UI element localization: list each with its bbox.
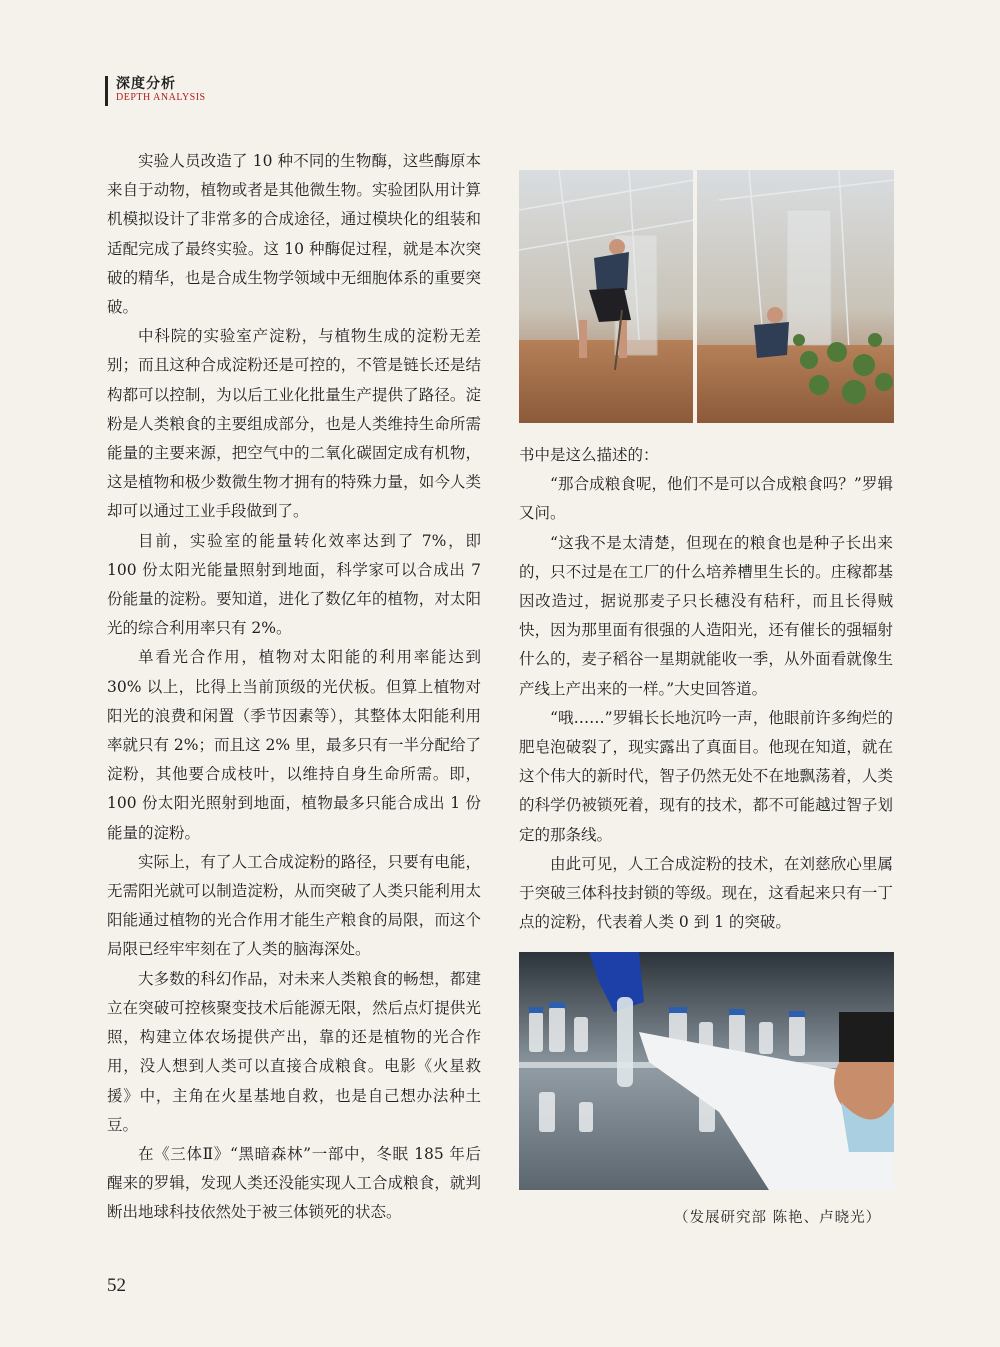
paragraph: 单看光合作用，植物对太阳能的利用率能达到 30% 以上，比得上当前顶级的光伏板。但算上植物对阳光的浪费和闲置（季节因素等），其整体太阳能利用率就只有 2%；而且这 2% 里，最多只有一半分配给了淀粉，其他要合成枝叶，以维持自身生命所需。即，100 份太阳光照射到地面，植物最多只能合成出 1 份能量的淀粉。 xyxy=(107,648,481,842)
paragraph: 目前，实验室的能量转化效率达到了 7%，即 100 份太阳光能量照射到地面，科学家可以合成出 7 份能量的淀粉。要知道，进化了数亿年的植物，对太阳光的综合利用率只有 2%。 xyxy=(107,531,481,638)
left-column xyxy=(107,147,481,1228)
paragraph: “哦……”罗辑长长地沉吟一声，他眼前许多绚烂的肥皂泡破裂了，现实露出了真面目。他现在知道，就在这个伟大的新时代，智子仍然无处不在地飘荡着，人类的科学仍被锁死着，现有的技术，都不可能越过智子划定的那条线。 xyxy=(519,708,893,844)
page-number: 52 xyxy=(107,1275,126,1296)
paragraph: 书中是这么描述的： xyxy=(519,446,659,464)
section-header xyxy=(105,76,206,106)
laboratory-photo xyxy=(519,952,894,1190)
right-column xyxy=(519,441,893,937)
paragraph: “这我不是太清楚，但现在的粮食也是种子长出来的，只不过是在工厂的什么培养槽里生长的。庄稼都基因改造过，据说那麦子只长穗没有秸秆，而且长得贼快，因为那里面有很强的人造阳光，还有催长的强辐射什么的，麦子稻谷一星期就能收一季，从外面看就像生产线上产出来的一样。”大史回答道。 xyxy=(519,533,893,698)
paragraph: 中科院的实验室产淀粉，与植物生成的淀粉无差别；而且这种合成淀粉还是可控的，不管是链长还是结构都可以控制，为以后工业化批量生产提供了路径。淀粉是人类粮食的主要组成部分，也是人类维持生命所需能量的主要来源，把空气中的二氧化碳固定成有机物，这是植物和极少数微生物才拥有的特殊力量，如今人类却可以通过工业手段做到了。 xyxy=(107,327,481,521)
paragraph: 由此可见，人工合成淀粉的技术，在刘慈欣心里属于突破三体科技封锁的等级。现在，这看起来只有一丁点的淀粉，代表着人类 0 到 1 的突破。 xyxy=(519,854,893,932)
paragraph: “那合成粮食呢，他们不是可以合成粮食吗？”罗辑又问。 xyxy=(519,475,893,523)
greenhouse-farming-photo xyxy=(519,170,894,423)
paragraph: 实际上，有了人工合成淀粉的路径，只要有电能，无需阳光就可以制造淀粉，从而突破了人类只能利用太阳能通过植物的光合作用才能生产粮食的局限，而这个局限已经牢牢刻在了人类的脑海深处。 xyxy=(107,852,481,959)
section-title-en: DEPTH ANALYSIS xyxy=(116,92,206,103)
paragraph: 大多数的科幻作品，对未来人类粮食的畅想，都建立在突破可控核聚变技术后能源无限，然后点灯提供光照，构建立体农场提供产出，靠的还是植物的光合作用，没人想到人类可以直接合成粮食。电影《火星救援》中，主角在火星基地自救，也是自己想办法种土豆。 xyxy=(107,969,481,1134)
section-title-zh: 深度分析 xyxy=(116,76,176,92)
article-caption: （发展研究部 陈艳、卢晓光） xyxy=(674,1210,882,1226)
paragraph: 在《三体Ⅱ》“黑暗森林”一部中，冬眠 185 年后醒来的罗辑，发现人类还没能实现人工合成粮食，就判断出地球科技依然处于被三体锁死的状态。 xyxy=(107,1144,481,1222)
paragraph: 实验人员改造了 10 种不同的生物酶，这些酶原本来自于动物，植物或者是其他微生物。实验团队用计算机模拟设计了非常多的合成途径，通过模块化的组装和适配完成了最终实验。这 10 种酶促过程，就是本次突破的精华，也是合成生物学领域中无细胞体系的重要突破。 xyxy=(107,152,481,317)
